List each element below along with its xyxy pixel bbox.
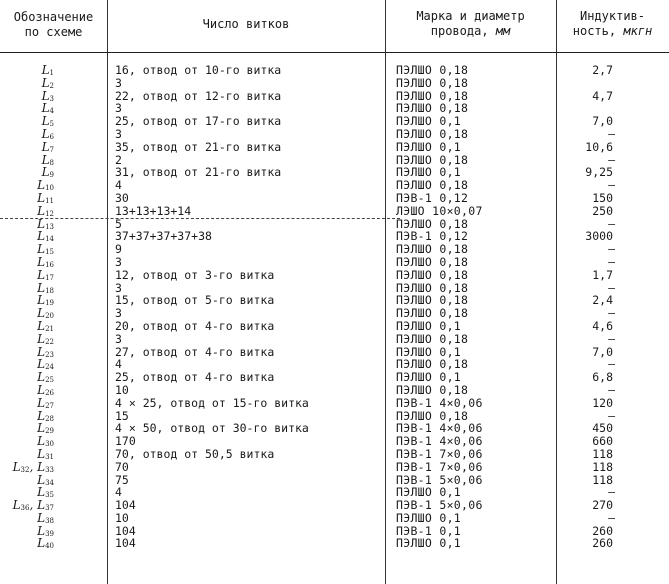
table-row (0, 243, 669, 256)
designation-letter: L (37, 357, 46, 372)
table-row (0, 218, 669, 231)
turns-count: 37+37+37+37+38 (115, 229, 212, 244)
table-row (0, 205, 669, 218)
header-wire (385, 9, 556, 39)
designation-index: 40 (45, 542, 54, 551)
table-row (0, 141, 669, 154)
table-row (0, 397, 669, 410)
inductance-value: — (608, 485, 615, 500)
inductance-value: 450 (592, 421, 613, 436)
designation-letter: L (41, 101, 50, 116)
inductance-value: 270 (592, 498, 613, 513)
inductance-value: 1,7 (592, 267, 613, 282)
designation-letter: L (37, 459, 46, 474)
designation-letter: L (37, 446, 46, 461)
inductance-value: 7,0 (592, 344, 613, 359)
wire-spec: ПЭЛШО 0,18 (396, 242, 469, 257)
designation-index: 15 (45, 248, 54, 257)
turns-count: 10 (115, 510, 129, 525)
designation-index: 32 (20, 465, 30, 474)
designation-letter: L (37, 472, 46, 487)
header-wire-unit: мм (495, 24, 511, 38)
inductance-value: — (608, 242, 615, 257)
inductance-value: — (608, 280, 615, 295)
turns-count: 27, отвод от 4-го витка (115, 344, 275, 359)
designation-index: 14 (45, 235, 54, 244)
table-row (0, 77, 669, 90)
designation-letter: L (37, 293, 46, 308)
designation-index: 4 (49, 107, 54, 116)
wire-spec: ПЭЛШО 0,18 (396, 408, 469, 423)
designation-index: 25 (45, 376, 54, 385)
designation-index: 1 (49, 69, 54, 77)
turns-count: 4 × 50, отвод от 30-го витка (115, 421, 309, 436)
designation-index: 9 (49, 171, 54, 180)
table-row (0, 307, 669, 320)
inductance-value: 118 (592, 459, 613, 474)
turns-count: 170 (115, 434, 136, 449)
inductance-value: — (608, 126, 615, 141)
inductance-value: 260 (592, 523, 613, 538)
header-wire-line2 (385, 24, 556, 39)
table-row (0, 230, 669, 243)
table-row (0, 435, 669, 448)
designation-index: 26 (45, 388, 54, 397)
wire-spec: ПЭВ-1 0,1 (396, 523, 462, 538)
designation-index: 37 (45, 504, 54, 513)
table-row (0, 154, 669, 167)
designation-letter: L (37, 203, 46, 218)
designation-letter: L (37, 331, 46, 346)
turns-count: 3 (115, 254, 122, 269)
turns-count: 12, отвод от 3-го витка (115, 267, 275, 282)
designation-letter: L (37, 498, 46, 513)
designation-index: 8 (49, 158, 54, 167)
turns-count: 31, отвод от 21-го витка (115, 165, 282, 180)
table-row (0, 499, 669, 512)
inductance-value: — (608, 357, 615, 372)
header-scheme (0, 10, 107, 40)
designation-letter: L (37, 280, 46, 295)
inductance-value: 118 (592, 472, 613, 487)
table-row (0, 294, 669, 307)
designation-letter: L (37, 395, 46, 410)
table-row (0, 128, 669, 141)
turns-count: 104 (115, 498, 136, 513)
table-row (0, 525, 669, 538)
designation-index: 19 (45, 299, 54, 308)
inductance-value: 4,6 (592, 318, 613, 333)
designation-letter: L (12, 498, 21, 513)
wire-spec: ПЭЛШО 0,1 (396, 536, 462, 551)
designation-index: 12 (45, 209, 54, 218)
wire-spec: ПЭВ-1 5×0,06 (396, 472, 483, 487)
designation-letter: L (37, 306, 46, 321)
designation-index: 27 (45, 401, 54, 410)
wire-spec: ПЭЛШО 0,1 (396, 318, 462, 333)
header-inductance-line1: Индуктив- (579, 9, 646, 23)
designation-letter: L (37, 485, 46, 500)
wire-spec: ПЭВ-1 0,12 (396, 229, 469, 244)
inductance-value: 150 (592, 190, 613, 205)
designation-letter: L (37, 382, 46, 397)
header-wire-label: провода, (430, 24, 489, 38)
designation-letter: L (37, 242, 46, 257)
designation-letter: L (41, 152, 50, 167)
turns-count: 3 (115, 280, 122, 295)
wire-spec: ПЭЛШО 0,18 (396, 152, 469, 167)
turns-count: 3 (115, 75, 122, 90)
designation-letter: L (37, 254, 46, 269)
turns-count: 70, отвод от 50,5 витка (115, 446, 275, 461)
designation-index: 11 (45, 196, 54, 205)
designation-index: 28 (45, 414, 54, 423)
table-row (0, 422, 669, 435)
inductance-value: 2,7 (592, 63, 613, 77)
inductance-value: 260 (592, 536, 613, 551)
turns-count: 4 × 25, отвод от 15-го витка (115, 395, 309, 410)
designation-letter: L (37, 421, 46, 436)
table-row (0, 166, 669, 179)
designation-letter: L (41, 165, 50, 180)
header-scheme-line2: по схеме (24, 25, 83, 39)
table-row (0, 410, 669, 423)
designation-letter: L (41, 75, 50, 90)
wire-spec: ПЭЛШО 0,18 (396, 101, 469, 116)
wire-spec: ПЭВ-1 0,12 (396, 190, 469, 205)
wire-spec: ЛЭШО 10×0,07 (396, 203, 483, 218)
designation-index: 7 (49, 145, 54, 154)
designation-index: 23 (45, 350, 54, 359)
inductance-value: 6,8 (592, 370, 613, 385)
table-row (0, 90, 669, 103)
wire-spec: ПЭЛШО 0,18 (396, 63, 469, 77)
wire-spec: ПЭЛШО 0,18 (396, 254, 469, 269)
turns-count: 30 (115, 190, 129, 205)
wire-spec: ПЭЛШО 0,18 (396, 306, 469, 321)
header-scheme-line1: Обозначение (13, 10, 94, 24)
designation-index: 36 (20, 504, 30, 513)
turns-count: 3 (115, 306, 122, 321)
designation-index: 34 (45, 478, 54, 487)
designation-index: 24 (45, 363, 54, 372)
turns-count: 25, отвод от 17-го витка (115, 114, 282, 129)
table-row (0, 346, 669, 359)
designation-letter: L (37, 190, 46, 205)
wire-spec: ПЭВ-1 5×0,06 (396, 498, 483, 513)
designation-letter: L (41, 63, 50, 77)
designation-index: 38 (45, 516, 54, 525)
designation-letter: L (37, 178, 46, 193)
designation-separator: , (29, 498, 38, 513)
wire-spec: ПЭВ-1 7×0,06 (396, 446, 483, 461)
designation-index: 21 (45, 324, 54, 333)
wire-spec: ПЭЛШО 0,18 (396, 280, 469, 295)
designation-letter: L (37, 267, 46, 282)
inductance-value: 3000 (585, 229, 613, 244)
wire-spec: ПЭЛШО 0,1 (396, 510, 462, 525)
designation-index: 17 (45, 273, 54, 282)
designation-index: 31 (45, 452, 54, 461)
table-row (0, 371, 669, 384)
turns-count: 20, отвод от 4-го витка (115, 318, 275, 333)
wire-spec: ПЭЛШО 0,18 (396, 382, 469, 397)
table-row (0, 192, 669, 205)
table-row (0, 448, 669, 461)
inductance-value: — (608, 306, 615, 321)
designation-index: 16 (45, 260, 54, 269)
turns-count: 9 (115, 242, 122, 257)
wire-spec: ПЭЛШО 0,18 (396, 293, 469, 308)
wire-spec: ПЭЛШО 0,18 (396, 357, 469, 372)
table-row (0, 64, 669, 77)
designation-letter: L (37, 523, 46, 538)
designation-index: 22 (45, 337, 54, 346)
wire-spec: ПЭЛШО 0,18 (396, 88, 469, 103)
wire-spec: ПЭЛШО 0,1 (396, 165, 462, 180)
wire-spec: ПЭВ-1 4×0,06 (396, 434, 483, 449)
turns-count: 10 (115, 382, 129, 397)
turns-count: 15, отвод от 5-го витка (115, 293, 275, 308)
designation-index: 3 (49, 94, 54, 103)
table-body (0, 64, 669, 550)
inductance-value: — (608, 382, 615, 397)
table-row (0, 537, 669, 550)
table-row (0, 333, 669, 346)
designation-index: 5 (49, 120, 54, 129)
designation-index: 6 (49, 132, 54, 141)
table-row (0, 358, 669, 371)
inductance-value: 250 (592, 203, 613, 218)
designation-letter: L (41, 114, 50, 129)
table-row (0, 102, 669, 115)
turns-count: 3 (115, 126, 122, 141)
header-turns: Число витков (202, 17, 290, 31)
wire-spec: ПЭВ-1 7×0,06 (396, 459, 483, 474)
table-row (0, 320, 669, 333)
designation-letter: L (37, 318, 46, 333)
inductance-value: — (608, 254, 615, 269)
turns-count: 2 (115, 152, 122, 167)
turns-count: 3 (115, 101, 122, 116)
wire-spec: ПЭЛШО 0,1 (396, 344, 462, 359)
designation-index: 29 (45, 427, 54, 436)
turns-count: 3 (115, 331, 122, 346)
table-row (0, 282, 669, 295)
inductance-value: 120 (592, 395, 613, 410)
designation-index: 35 (45, 491, 54, 500)
header-inductance-unit: мкгн (623, 24, 653, 38)
inductance-value: — (608, 331, 615, 346)
table-row (0, 461, 669, 474)
table-row (0, 486, 669, 499)
designation-letter: L (37, 216, 46, 231)
turns-count: 35, отвод от 21-го витка (115, 139, 282, 154)
designation-index: 10 (45, 184, 54, 193)
wire-spec: ПЭЛШО 0,18 (396, 178, 469, 193)
wire-spec: ПЭЛШО 0,18 (396, 267, 469, 282)
designation-letter: L (37, 510, 46, 525)
inductance-value: — (608, 216, 615, 231)
designation-index: 20 (45, 312, 54, 321)
designation-index: 18 (45, 286, 54, 295)
designation-letter: L (37, 536, 46, 551)
inductance-value: 660 (592, 434, 613, 449)
designation-index: 30 (45, 440, 54, 449)
turns-count: 25, отвод от 4-го витка (115, 370, 275, 385)
header-inductance-label: ность, (572, 24, 617, 38)
table-row (0, 256, 669, 269)
inductance-value: 7,0 (592, 114, 613, 129)
turns-count: 22, отвод от 12-го витка (115, 88, 282, 103)
designation-letter: L (37, 408, 46, 423)
designation-index: 39 (45, 529, 54, 538)
designation-letter: L (12, 459, 21, 474)
header-inductance-line2 (556, 24, 669, 39)
inductance-value: 2,4 (592, 293, 613, 308)
turns-count: 75 (115, 472, 129, 487)
designation-letter: L (37, 229, 46, 244)
designation-index: 33 (45, 465, 54, 474)
table-row (0, 512, 669, 525)
inductance-value: — (608, 408, 615, 423)
table-header (0, 0, 669, 53)
turns-count: 5 (115, 216, 122, 231)
turns-count: 104 (115, 523, 136, 538)
wire-spec: ПЭЛШО 0,1 (396, 139, 462, 154)
table-row (0, 474, 669, 487)
designation-index: 13 (45, 222, 54, 231)
turns-count: 4 (115, 178, 122, 193)
turns-count: 70 (115, 459, 129, 474)
designation-letter: L (37, 434, 46, 449)
turns-count: 104 (115, 536, 136, 551)
designation-separator: , (29, 459, 38, 474)
inductance-value: 10,6 (585, 139, 613, 154)
inductance-value: — (608, 510, 615, 525)
designation-letter: L (37, 370, 46, 385)
inductance-value: — (608, 152, 615, 167)
wire-spec: ПЭЛШО 0,1 (396, 370, 462, 385)
designation-index: 2 (49, 81, 54, 90)
table-row (0, 179, 669, 192)
wire-spec: ПЭЛШО 0,18 (396, 216, 469, 231)
inductance-value: 118 (592, 446, 613, 461)
table-row (0, 115, 669, 128)
designation-letter: L (41, 139, 50, 154)
header-wire-line1: Марка и диаметр (416, 9, 525, 23)
designation-letter: L (41, 126, 50, 141)
designation-letter: L (41, 88, 50, 103)
dashed-rule (0, 218, 400, 219)
wire-spec: ПЭЛШО 0,18 (396, 126, 469, 141)
header-inductance (556, 9, 669, 39)
wire-spec: ПЭВ-1 4×0,06 (396, 421, 483, 436)
wire-spec: ПЭЛШО 0,1 (396, 485, 462, 500)
wire-spec: ПЭВ-1 4×0,06 (396, 395, 483, 410)
turns-count: 13+13+13+14 (115, 203, 192, 218)
inductance-value: 4,7 (592, 88, 613, 103)
inductance-value: 9,25 (585, 165, 613, 180)
table-row (0, 384, 669, 397)
table-row (0, 269, 669, 282)
wire-spec: ПЭЛШО 0,18 (396, 75, 469, 90)
turns-count: 15 (115, 408, 129, 423)
coil-designation (37, 537, 54, 553)
inductance-value: — (608, 178, 615, 193)
designation-letter: L (37, 344, 46, 359)
wire-spec: ПЭЛШО 0,1 (396, 114, 462, 129)
turns-count: 16, отвод от 10-го витка (115, 63, 282, 77)
turns-count: 4 (115, 357, 122, 372)
wire-spec: ПЭЛШО 0,18 (396, 331, 469, 346)
turns-count: 4 (115, 485, 122, 500)
